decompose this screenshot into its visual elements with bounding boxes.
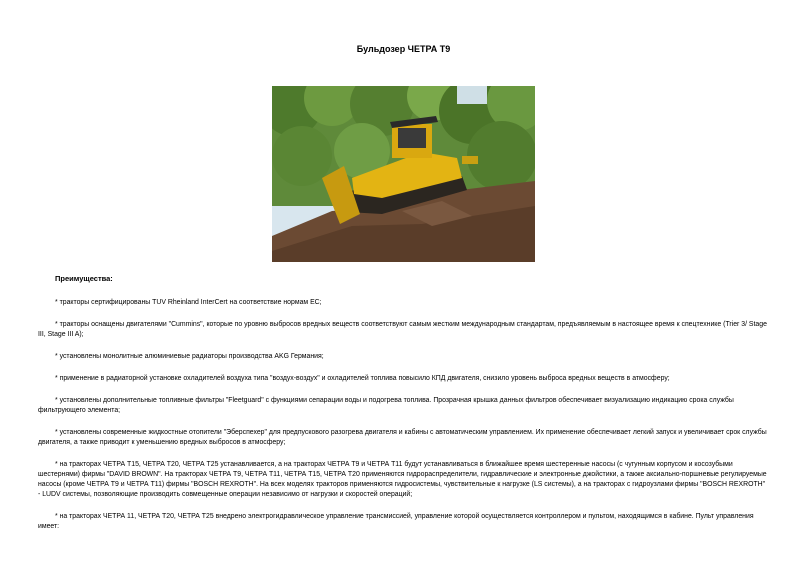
advantage-paragraph: * установлены монолитные алюминиевые радиаторы производства AKG Германия;	[55, 353, 324, 360]
content-body	[38, 269, 768, 532]
advantage-paragraph: * на тракторах ЧЕТРА 11, ЧЕТРА Т20, ЧЕТРА Т25 внедрено электрогидравлическое управление трансмиссией, управление которой осуществляется контроллером и пультом, находящимся в кабине. Пульт управления имеет:	[38, 513, 754, 530]
bulldozer-photo	[272, 86, 535, 262]
advantage-paragraph: * установлены дополнительные топливные фильтры "Fleetguard" с функциями сепарации воды и подогрева топлива. Прозрачная крышка данных фильтров обеспечивает визуализацию индикацию срока службы фильтрующего элемента;	[38, 397, 734, 414]
page-title: Бульдозер ЧЕТРА Т9	[356, 44, 451, 54]
advantages-heading: Преимущества:	[55, 274, 113, 283]
advantage-paragraph: * на тракторах ЧЕТРА Т15, ЧЕТРА Т20, ЧЕТРА Т25 устанавливается, а на тракторах ЧЕТРА Т9 и ЧЕТРА Т11 будут устанавливаться в ближайшее время шестеренные насосы (с чугунным корпусом и косозубыми шестернями) фирмы "DAVID BROWN". На тракторах ЧЕТРА Т9, ЧЕТРА Т11, ЧЕТРА Т15, ЧЕТРА Т20 применяются гидрораспределители, гидравлические и электронные джойстики, а также аксиально-поршневые регулируемые насосы (кроме ЧЕТРА Т9 и ЧЕТРА Т11) фирмы "BOSCH REXROTH". На всех моделях тракторов применяются гидросистемы, чувствительные к нагрузке (LS системы), а на тракторах с гидроузлами фирмы "BOSCH REXROTH" - LUDV системы, позволяющие производить совмещенные операции независимо от нагрузки и скоростей операций;	[38, 461, 767, 498]
advantage-paragraph: * установлены современные жидкостные отопители "Эберспехер" для предпускового разогрева двигателя и кабины с автоматическим управлением. Их применение обеспечивает легкий запуск и увеличивает срок службы двигателя, а также приводит к уменьшению вредных выбросов в атмосферу;	[38, 429, 767, 446]
advantage-paragraph: * тракторы сертифицированы TUV Rheinland InterCert на соответствие нормам ЕС;	[55, 299, 322, 306]
advantage-paragraph: * тракторы оснащены двигателями "Cummins", которые по уровню выбросов вредных веществ соответствуют самым жестким международным стандартам, предъявляемым в настоящее время к спецтехнике (Trier 3/ Stage III, Stage III A);	[38, 321, 767, 338]
advantage-paragraph: * применение в радиаторной установке охладителей воздуха типа "воздух-воздух" и охладителей топлива повысило КПД двигателя, снизило уровень выброса вредных веществ в атмосферу;	[55, 375, 670, 382]
